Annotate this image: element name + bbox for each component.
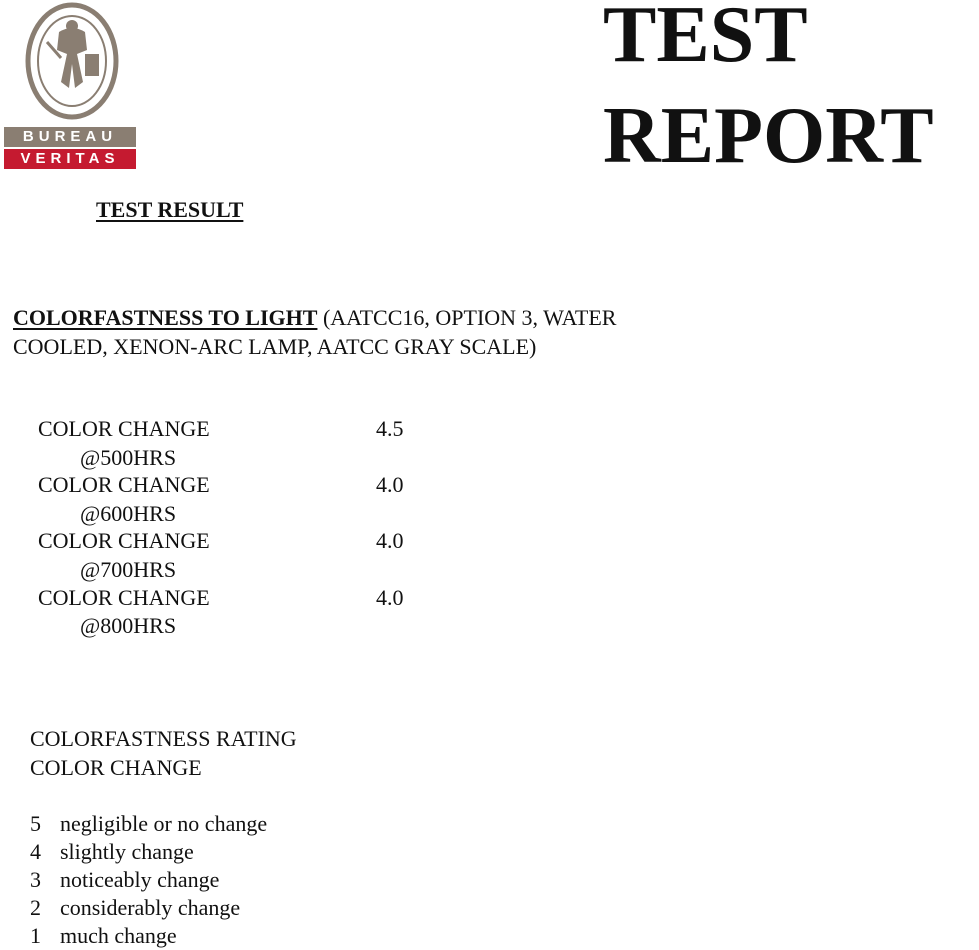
result-label: COLOR CHANGE xyxy=(38,472,210,497)
colorfastness-to-light-heading xyxy=(13,303,616,332)
result-condition: @600HRS xyxy=(80,501,177,526)
legend-description: considerably change xyxy=(60,895,241,920)
legend-description: much change xyxy=(60,923,177,948)
result-condition: @700HRS xyxy=(80,557,177,582)
legend-description: slightly change xyxy=(60,839,194,864)
result-value: 4.0 xyxy=(376,472,404,497)
section-heading: TEST RESULT xyxy=(96,197,244,222)
logo-brand-line1: BUREAU xyxy=(4,127,136,147)
bureau-veritas-logo xyxy=(4,2,136,170)
colorfastness-to-light-title: COLORFASTNESS TO LIGHT xyxy=(13,305,318,330)
report-title-line1: TEST xyxy=(603,0,808,79)
legend-description: negligible or no change xyxy=(60,811,268,836)
legend-grade: 2 xyxy=(30,895,41,920)
legend-grade: 5 xyxy=(30,811,41,836)
method-text-part2: COOLED, XENON-ARC LAMP, AATCC GRAY SCALE) xyxy=(13,334,537,359)
result-condition: @800HRS xyxy=(80,613,177,638)
result-value: 4.0 xyxy=(376,528,404,553)
legend-grade: 4 xyxy=(30,839,41,864)
report-title-line2: REPORT xyxy=(603,92,934,180)
rating-legend-subtitle: COLOR CHANGE xyxy=(30,755,202,780)
legend-grade: 1 xyxy=(30,923,41,948)
result-label: COLOR CHANGE xyxy=(38,585,210,610)
result-value: 4.0 xyxy=(376,585,404,610)
result-condition: @500HRS xyxy=(80,445,177,470)
method-text-part1: (AATCC16, OPTION 3, WATER xyxy=(317,305,617,330)
legend-description: noticeably change xyxy=(60,867,220,892)
bureau-veritas-seal-icon xyxy=(25,2,119,120)
result-value: 4.5 xyxy=(376,416,404,441)
legend-grade: 3 xyxy=(30,867,41,892)
result-label: COLOR CHANGE xyxy=(38,416,210,441)
logo-brand-line2: VERITAS xyxy=(4,149,136,169)
result-label: COLOR CHANGE xyxy=(38,528,210,553)
rating-legend-title: COLORFASTNESS RATING xyxy=(30,726,297,751)
